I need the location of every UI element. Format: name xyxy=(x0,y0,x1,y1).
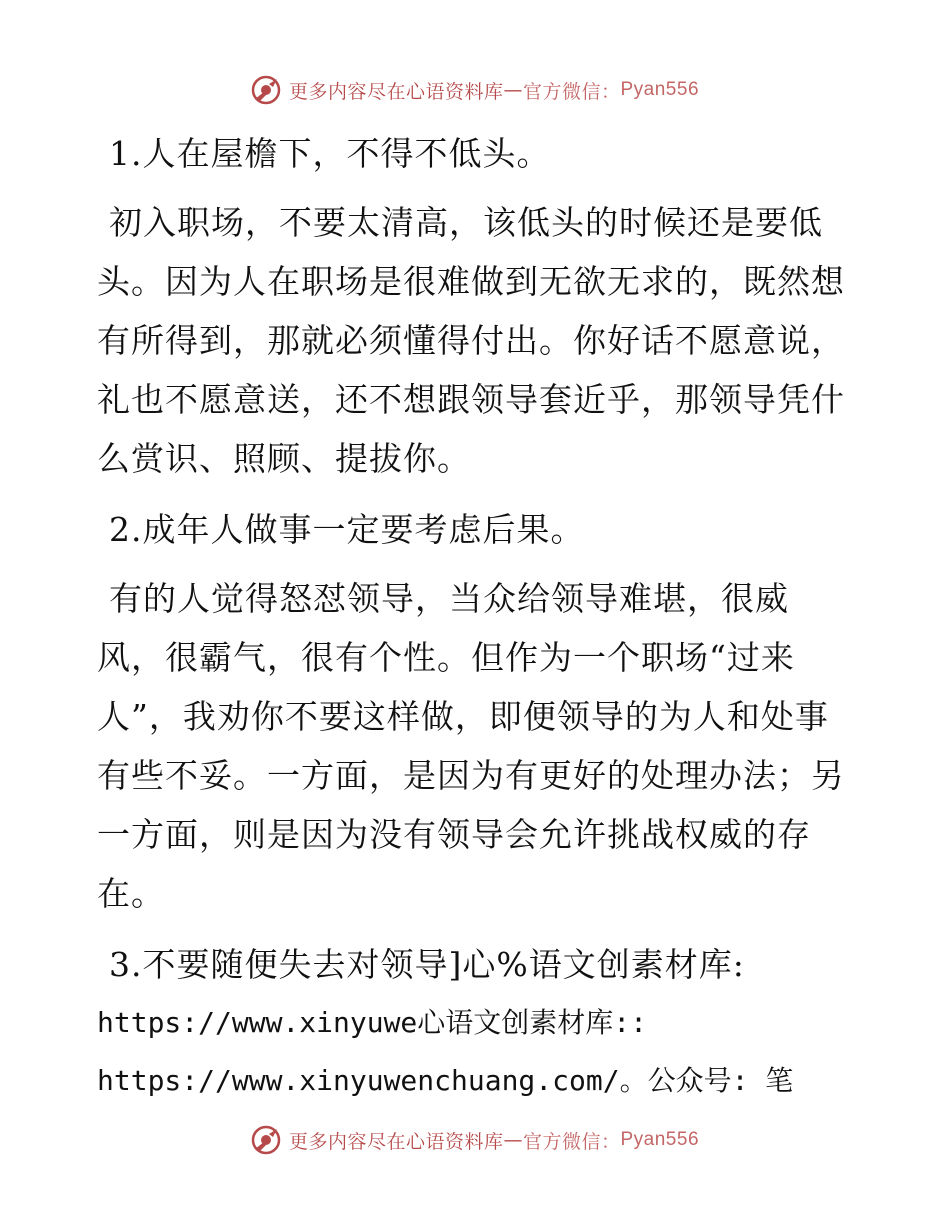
section-1-body xyxy=(97,193,857,488)
watermark-separator: — xyxy=(503,79,523,101)
watermark-wechat-id: Pyan556 xyxy=(620,1129,700,1150)
document-body xyxy=(97,124,857,1110)
watermark-text: 更多内容尽在心语资料库 xyxy=(288,80,504,103)
section-3-url-line-1: https://www.xinyuwe心语文创素材库:: xyxy=(97,1006,648,1039)
footer-watermark xyxy=(0,1122,950,1158)
watermark-wechat-id: Pyan556 xyxy=(620,79,700,100)
section-2-first-line: 有的人觉得怒怼领导，当众给领导难堪，很威 xyxy=(109,579,789,618)
watermark-separator: — xyxy=(503,1129,523,1151)
pen-logo-icon xyxy=(251,1125,281,1155)
header-watermark xyxy=(0,72,950,108)
pen-logo-icon xyxy=(251,75,281,105)
watermark-text: 更多内容尽在心语资料库 xyxy=(288,1130,504,1153)
section-2-heading: 2.成年人做事一定要考虑后果。 xyxy=(109,510,585,549)
section-2-body-line1 xyxy=(97,569,857,628)
section-2-body-rest: 风，很霸气，很有个性。但作为一个职场“过来人”，我劝你不要这样做，即便领导的为人和处事有些不妥。一方面，是因为有更好的处理办法；另一方面，则是因为没有领导会允许挑战权威的存在。 xyxy=(97,638,845,913)
section-3-url-line-2: https://www.xinyuwenchuang.com/。公众号: 笔 xyxy=(97,1064,794,1097)
section-3-heading: 3.不要随便失去对领导]心%语文创素材库: xyxy=(109,945,745,984)
watermark-wechat-label: 官方微信： xyxy=(522,1130,621,1153)
section-1-text: 初入职场，不要太清高，该低头的时候还是要低头。因为人在职场是很难做到无欲无求的，既然想有所得到，那就必须懂得付出。你好话不愿意说，礼也不愿意送，还不想跟领导套近乎，那领导凭什么赏识、照顾、提拔你。 xyxy=(97,203,845,478)
watermark-wechat-label: 官方微信： xyxy=(522,80,621,103)
section-1-heading: 1.人在屋檐下，不得不低头。 xyxy=(109,134,551,173)
